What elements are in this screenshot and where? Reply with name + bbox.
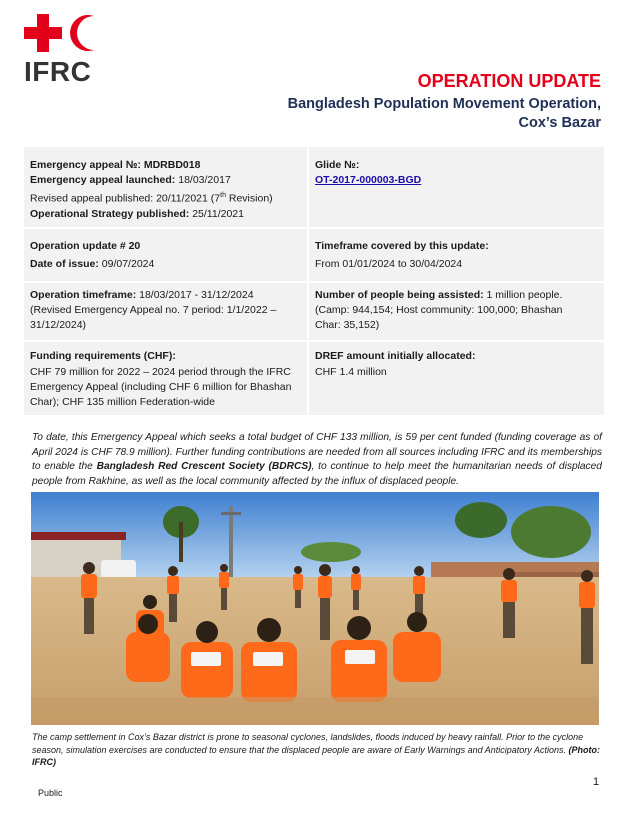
appeal-launched-label: Emergency appeal launched: bbox=[30, 174, 176, 186]
issue-date-value: 09/07/2024 bbox=[101, 258, 155, 270]
intro-paragraph bbox=[32, 431, 602, 489]
red-crescent-icon bbox=[70, 14, 108, 52]
update-number: Operation update # 20 bbox=[30, 240, 141, 252]
strategy-label: Operational Strategy published: bbox=[30, 207, 190, 220]
photo-credit: (Photo: IFRC) bbox=[32, 744, 600, 767]
photo-caption bbox=[32, 731, 602, 769]
people-assisted bbox=[315, 288, 600, 333]
op-timeframe-note-1: (Revised Emergency Appeal no. 7 period: 1/1/2022 – bbox=[30, 304, 277, 316]
appeal-details bbox=[30, 158, 305, 222]
page-heading bbox=[288, 70, 601, 133]
people-label: Number of people being assisted: bbox=[315, 289, 484, 301]
funding-line-3: Char); CHF 135 million Federation-wide bbox=[30, 396, 215, 408]
caption-text: The camp settlement in Cox’s Bazar district is prone to seasonal cyclones, landslides, floods induced by heavy rainfall. Prior to the cyclone season, simulation exercises are conducted to ensure that the displaced people are aware of Early Warnings and Anticipatory Actions. bbox=[32, 732, 584, 755]
issue-date-label: Date of issue: bbox=[30, 258, 99, 270]
update-details bbox=[30, 239, 305, 272]
bdrcs-name: Bangladesh Red Crescent Society (BDRCS) bbox=[96, 461, 312, 472]
people-value: 1 million people. bbox=[486, 289, 563, 301]
timeframe-label: Timeframe covered by this update: bbox=[315, 240, 489, 252]
funding-label: Funding requirements (CHF): bbox=[30, 350, 176, 362]
funding-line-2: Emergency Appeal (including CHF 6 million for Bhashan bbox=[30, 381, 292, 393]
red-cross-icon bbox=[24, 14, 62, 52]
timeframe-value: From 01/01/2024 to 30/04/2024 bbox=[315, 258, 463, 270]
intro-text-start: To date, this Emergency Appeal which seeks a total budget of CHF 133 million, is 59 per cent funded (funding coverage as of April 2024 is CHF 78.9 million). Further funding contributions are needed from all sources including IFRC and its memberships to enable the bbox=[32, 432, 602, 472]
dref-value: CHF 1.4 million bbox=[315, 366, 387, 378]
logo-wordmark: IFRC bbox=[24, 56, 92, 87]
appeal-info-box bbox=[24, 147, 604, 415]
appeal-launched-value: 18/03/2017 bbox=[178, 174, 231, 186]
dref-label: DREF amount initially allocated: bbox=[315, 350, 476, 362]
classification-label: Public bbox=[38, 788, 63, 798]
funding-line-1: CHF 79 million for 2022 – 2024 period through the IFRC bbox=[30, 366, 291, 378]
operation-title-line2: Cox’s Bazar bbox=[518, 115, 601, 131]
appeal-number-value: MDRBD018 bbox=[143, 159, 201, 171]
dref-amount bbox=[315, 349, 600, 380]
glide-link[interactable]: OT-2017-000003-BGD bbox=[315, 174, 422, 186]
document-type: OPERATION UPDATE bbox=[417, 71, 601, 91]
revised-appeal-sup: th bbox=[220, 192, 226, 199]
ifrc-logo bbox=[24, 14, 104, 88]
op-timeframe-label: Operation timeframe: bbox=[30, 289, 137, 301]
people-note-1: (Camp: 944,154; Host community: 100,000; Bhashan bbox=[315, 304, 563, 316]
op-timeframe-value: 18/03/2017 - 31/12/2024 bbox=[139, 289, 254, 301]
intro-text-end: , to continue to help meet the humanitarian needs of displaced people from Rakhine, as well as the local community affected by the influx of displaced people. bbox=[32, 461, 602, 487]
operation-timeframe bbox=[30, 288, 305, 333]
timeframe-details bbox=[315, 239, 600, 272]
appeal-number-label: Emergency appeal №: bbox=[30, 159, 141, 171]
operation-title-line1: Bangladesh Population Movement Operation, bbox=[287, 96, 601, 112]
strategy-value: 25/11/2021 bbox=[192, 207, 244, 220]
funding-requirements bbox=[30, 349, 305, 410]
people-note-2: Char: 35,152) bbox=[315, 319, 380, 331]
page-number: 1 bbox=[593, 776, 600, 788]
revised-appeal-text: Revised appeal published: 20/11/2021 (7 bbox=[30, 192, 221, 205]
glide-label: Glide №: bbox=[315, 159, 360, 171]
revised-appeal-text-end: Revision) bbox=[225, 192, 273, 205]
simulation-exercise-photo bbox=[31, 492, 599, 725]
glide-details bbox=[315, 158, 600, 188]
op-timeframe-note-2: 31/12/2024) bbox=[30, 319, 87, 331]
